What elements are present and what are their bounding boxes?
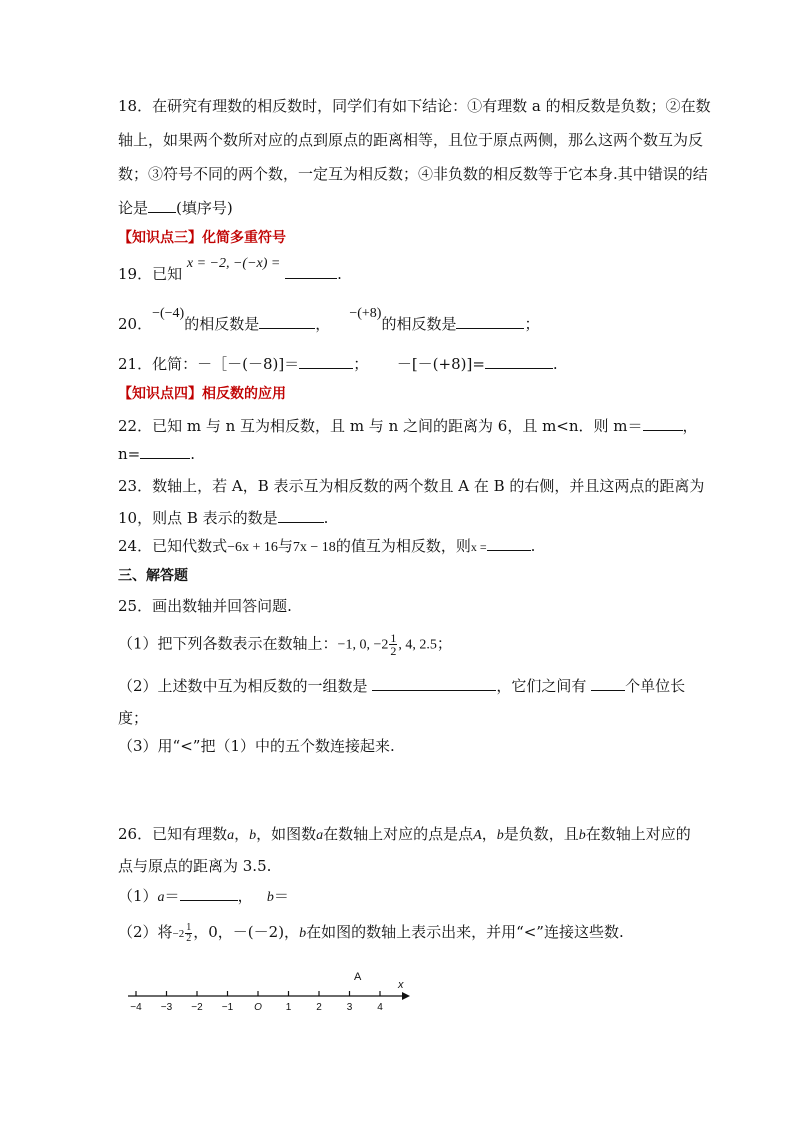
q25-part2-cont: 度； [118,709,149,727]
answer-blank[interactable] [299,354,353,369]
q20-text-2: 的相反数是 [381,315,457,333]
tick-label: −2 [191,1002,203,1013]
q23-text: 10，则点 B 表示的数是 [118,509,278,527]
q26-text-e: 在数轴上对应的 [585,825,691,843]
q25-number-list: −1, 0, −2 [337,637,389,653]
answer-blank[interactable] [140,444,190,459]
q26-text-d: 是负数，且 [503,825,579,843]
q20-end: ； [524,315,540,333]
q26-part2-text-b: ，0，－(－2)， [193,923,300,941]
q21-line [118,354,558,374]
q26-comma-2: ， [481,825,497,843]
q26-comma: ， [234,825,250,843]
axis-arrow-icon [402,992,410,1000]
answer-blank[interactable] [372,676,496,691]
q21-end: . [552,355,558,373]
q18-line3: 数；③符号不同的两个数，一定互为相反数；④非负数的相反数等于它本身.其中错误的结 [118,165,708,183]
q26-part1-eq2: ＝ [273,887,289,905]
fraction-denominator: 2 [390,644,397,658]
q26-line1 [118,824,691,846]
q26-part2-neg: −2 [172,928,185,940]
q25-title: 25．画出数轴并回答问题. [118,597,292,615]
q26-var-b-3: b [578,828,586,843]
q19-period: . [337,265,342,283]
q26-point-A: A [473,828,482,843]
q26-var-b-2: b [496,828,504,843]
q24-expr-2: 7x − 18 [292,540,336,555]
q24-line [118,536,535,558]
q26-part2-fraction [185,923,192,944]
q20-text-1: 的相反数是 [184,315,260,333]
q20-expression-1: −(−4) [152,306,185,321]
tick-label: −1 [221,1002,234,1013]
q22-n-label: n= [118,445,141,463]
tick-label: 1 [285,1002,292,1013]
answer-blank[interactable] [285,264,337,279]
q26-text-c: 在数轴上对应的点是点 [323,825,474,843]
q26-line2: 点与原点的距离为 3.5. [118,857,272,875]
q20-number: 20． [118,315,153,333]
q18-line2: 轴上，如果两个数所对应的点到原点的距离相等，且位于原点两侧，那么这两个数互为反 [118,131,704,149]
q25-part1 [118,632,452,657]
q25-number-list-rest: , 4, 2.5 [398,637,437,653]
tick-label: 3 [346,1002,353,1013]
q19-line [118,256,342,286]
answer-blank[interactable] [259,314,315,329]
q21-part-b: －[－(+8)]= [396,355,485,373]
q24-text-c: 的值互为相反数，则 [335,537,471,555]
q24-expr-3: x = [470,540,487,554]
q19-text: 19．已知 [118,265,183,283]
q24-expr-1: −6x + 16 [227,540,278,555]
q26-part1-label: （1） [118,887,158,905]
q25-part2 [118,676,685,696]
q22-comma: ， [682,417,698,435]
tick-label: −3 [160,1002,173,1013]
q20-line [118,306,540,336]
q26-part1-var-a: a [157,890,165,905]
q23-end: . [323,509,329,527]
q20-comma: ， [315,315,331,333]
q22-text: 22．已知 m 与 n 互为相反数，且 m 与 n 之间的距离为 6，且 m<n．则 m＝ [118,417,643,435]
q21-part-a: 21．化简：－［－(－8)]＝ [118,355,300,373]
axis-label-x: x [398,979,404,991]
q22-line2 [118,444,195,464]
answer-blank[interactable] [456,314,524,329]
answer-blank[interactable] [591,676,625,691]
q26-part1-comma: ， [237,887,253,905]
section-heading-3: 【知识点三】化简多重符号 [118,230,286,246]
q24-text-b: 与 [277,537,293,555]
q26-part1 [118,886,289,908]
section-heading-4: 【知识点四】相反数的应用 [118,386,286,402]
q18-line4 [118,198,233,218]
fraction-numerator: 1 [390,631,397,645]
q25-part3: （3）用“<”把（1）中的五个数连接起来. [118,737,395,755]
q18-hint: (填序号) [176,199,233,217]
q26-var-a-2: a [316,828,324,843]
q18-text: 论是 [118,199,149,217]
tick-label: 2 [316,1002,322,1013]
point-label-A: A [354,971,362,983]
q26-part2 [118,922,624,944]
q19-expression: x = −2, −(−x) = [186,256,281,271]
q23-line1: 23．数轴上，若 A，B 表示互为相反数的两个数且 A 在 B 的右侧，并且这两点的距离为 [118,477,705,495]
q25-part1-end: ； [436,634,452,653]
q26-text-a: 26．已知有理数 [118,825,228,843]
tick-label: O [254,1002,262,1013]
number-line-figure [120,966,420,1026]
q24-text-a: 24．已知代数式 [118,537,228,555]
q25-part2-text-a: （2）上述数中互为相反数的一组数是 [118,677,368,695]
q26-part1-eq1: ＝ [164,887,180,905]
tick-label: 4 [377,1002,383,1013]
answer-blank[interactable] [278,508,324,523]
q26-part2-var-b: b [299,926,307,941]
q25-part2-text-c: 个单位长 [625,677,686,695]
fraction-numerator: 1 [186,921,192,933]
fraction-denominator: 2 [186,932,192,944]
q22-end: . [190,445,196,463]
q23-line2 [118,508,328,528]
q26-var-b: b [249,828,257,843]
q26-text-b: ，如图数 [256,825,317,843]
section-heading-answer: 三、解答题 [118,568,188,584]
q26-var-a: a [227,828,235,843]
tick-label: −4 [130,1002,142,1013]
answer-blank[interactable] [643,416,683,431]
answer-blank[interactable] [180,886,238,901]
q22-line1 [118,416,698,436]
q25-fraction [389,632,397,657]
q25-part1-text: （1）把下列各数表示在数轴上： [118,634,338,653]
answer-blank[interactable] [148,198,176,213]
q26-part2-label: （2）将 [118,923,173,941]
q21-sep: ； [353,355,369,373]
q25-part2-text-b: ，它们之间有 [496,677,587,695]
q20-expression-2: −(+8) [349,306,382,321]
answer-blank[interactable] [487,536,531,551]
q26-part1-var-b: b [266,890,274,905]
answer-blank[interactable] [485,354,553,369]
q18-line1: 18．在研究有理数的相反数时，同学们有如下结论：①有理数 a 的相反数是负数；②在数 [118,97,711,115]
q24-end: . [530,537,536,555]
q26-part2-text-c: 在如图的数轴上表示出来，并用“<”连接这些数. [306,923,624,941]
